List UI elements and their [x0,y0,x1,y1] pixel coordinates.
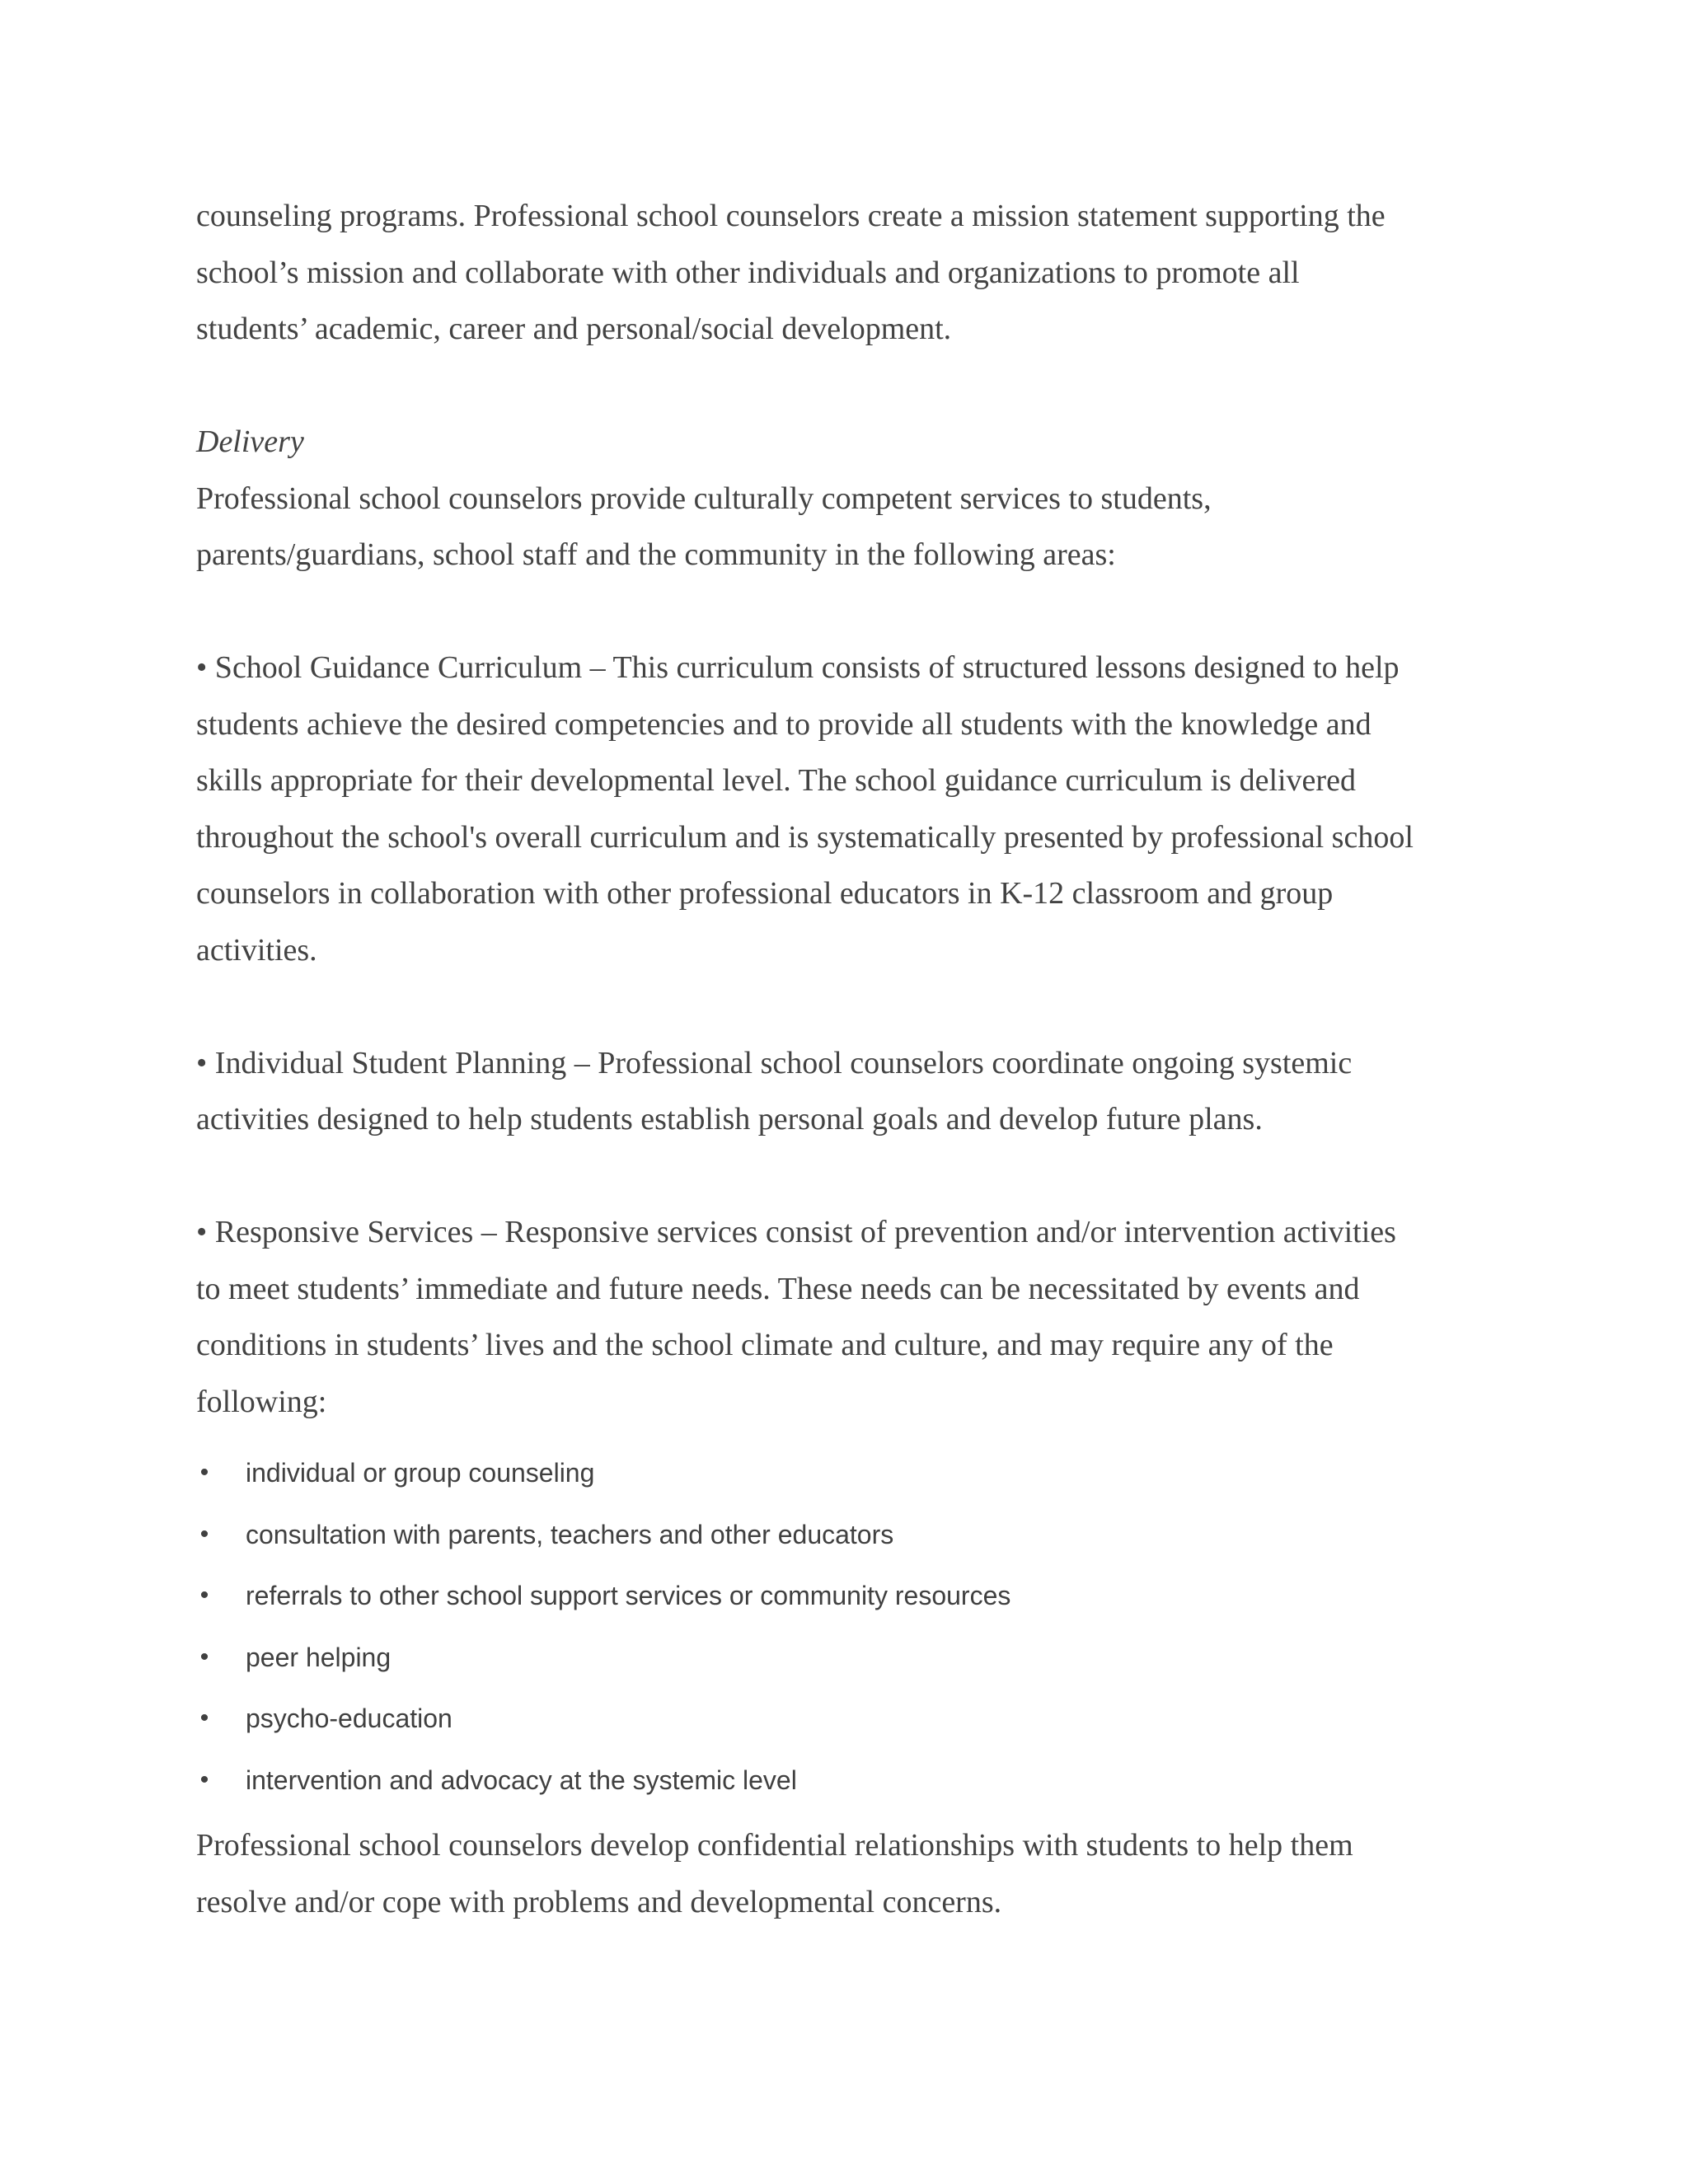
document-page [196,188,1515,1930]
text-line: conditions in students’ lives and the school climate and culture, and may require any of the [196,1328,1334,1362]
text-line: activities designed to help students establish personal goals and develop future plans. [196,1102,1263,1137]
text-line: parents/guardians, school staff and the community in the following areas: [196,537,1116,572]
closing-paragraph [196,1817,1515,1930]
text-line: resolve and/or cope with problems and developmental concerns. [196,1884,1002,1919]
intro-paragraph [196,188,1515,358]
list-item: • intervention and advocacy at the systemic level [196,1750,1515,1811]
text-line: • Individual Student Planning – Professional school counselors coordinate ongoing systemic [196,1045,1353,1080]
list-item: • individual or group counseling [196,1442,1515,1504]
individual-student-planning-paragraph [196,1035,1515,1148]
list-item: • consultation with parents, teachers and other educators [196,1504,1515,1566]
text-line: school’s mission and collaborate with other individuals and organizations to promote all [196,255,1300,290]
delivery-heading: Delivery [196,424,304,459]
list-item: • peer helping [196,1627,1515,1689]
text-line: Professional school counselors develop confidential relationships with students to help them [196,1828,1353,1863]
list-item: • psycho-education [196,1688,1515,1750]
responsive-services-paragraph [196,1204,1515,1430]
text-line: students achieve the desired competencies and to provide all students with the knowledge and [196,706,1372,742]
text-line: Professional school counselors provide culturally competent services to students, [196,480,1212,516]
text-line: following: [196,1384,327,1419]
text-line: counseling programs. Professional school counselors create a mission statement supporting the [196,199,1386,233]
text-line: counselors in collaboration with other professional educators in K-12 classroom and group [196,876,1334,911]
text-line: • Responsive Services – Responsive services consist of prevention and/or intervention activities [196,1215,1396,1249]
text-line: activities. [196,932,317,968]
bullet-icon: • [199,1582,209,1609]
text-line: skills appropriate for their developmental level. The school guidance curriculum is delivered [196,763,1356,798]
text-line: • School Guidance Curriculum – This curriculum consists of structured lessons designed to help [196,650,1400,685]
responsive-services-list [196,1442,1515,1811]
delivery-section [196,414,1515,583]
bullet-icon: • [199,1765,209,1793]
bullet-icon: • [199,1643,209,1671]
text-line: throughout the school's overall curriculum and is systematically presented by professional school [196,819,1414,855]
bullet-icon: • [199,1520,209,1548]
text-line: students’ academic, career and personal/social development. [196,312,952,346]
list-item: • referrals to other school support services or community resources [196,1565,1515,1627]
school-guidance-curriculum-paragraph [196,640,1515,978]
text-line: to meet students’ immediate and future needs. These needs can be necessitated by events and [196,1271,1360,1306]
bullet-icon: • [199,1459,209,1486]
bullet-icon: • [199,1704,209,1732]
